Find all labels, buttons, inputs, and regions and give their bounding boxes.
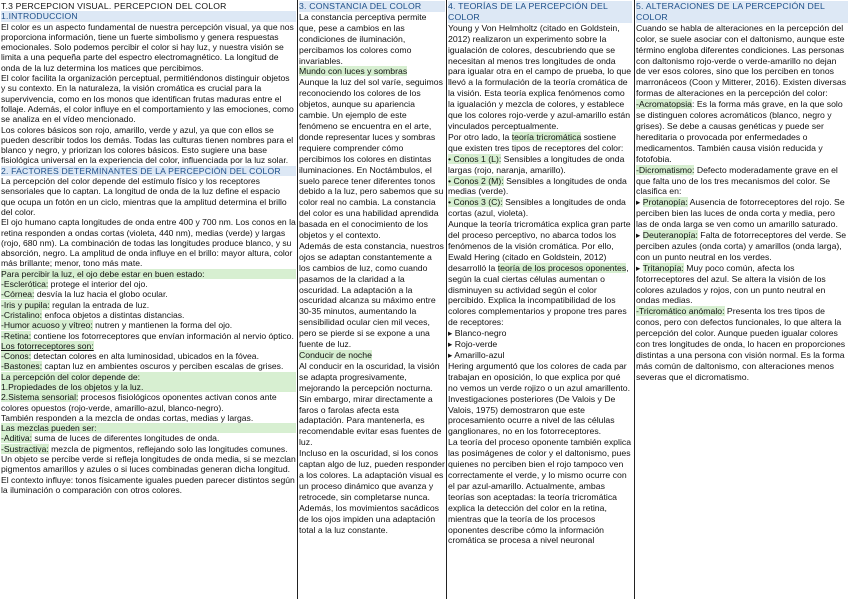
list-item: 1.Propiedades de los objetos y la luz.: [1, 382, 296, 392]
paragraph: La percepción del color depende del estímulo físico y los receptores sensoriales que lo captan. La longitud de onda de la luz define el espacio que ocupa un fotón en un ciclo, mientras que la amplitud determina el brillo del color.: [1, 176, 287, 217]
subheading: Los fotorreceptores son:: [1, 340, 94, 351]
receptor-pair: ▸ Blanco-negro: [448, 328, 507, 339]
paragraph: Aunque la teoría tricromática explica gran parte del proceso perceptivo, no abarca todos los fenómenos de la visión cromática. Por ello, Ewald Hering (citado en Goldstein, 2012) desarrolló la teoría de los procesos oponentes, según la cual ciertas células aumentan o disminuyen su actividad según el color percibido. Explica la incompatibilidad de los colores complementarios y propone tres pares de receptores:: [448, 219, 631, 328]
mix-type: -Aditiva: suma de luces de diferentes longitudes de onda.: [1, 433, 220, 444]
paragraph: El ojo humano capta longitudes de onda entre 400 y 700 nm. Los conos en la retina responden a ondas cortas (violeta, 440 nm), medias (verde) y largas (rojo, 680 nm). La combinación de todas las longitudes produce blanco, y su absorción, negro. La amplitud de onda influye en el brillo: mayor altura, color más brillante; menor, tono más mate.: [1, 217, 296, 269]
mix-type: -Sustractiva: mezcla de pigmentos, reflejando solo las longitudes comunes.: [1, 443, 288, 454]
column-alteraciones: [636, 0, 848, 599]
receptor-pair: ▸ Rojo-verde: [448, 339, 498, 350]
paragraph: Incluso en la oscuridad, si los conos captan algo de luz, pueden responder a los colores. La adaptación visual es un proceso dinámico que avanza y retrocede, sin completarse nunca. Además, los movimientos sacádicos de los ojos impiden una adaptación total a la luz constante.: [299, 448, 445, 535]
paragraph: Cuando se habla de alteraciones en la percepción del color, se suele asociar con el daltonismo, aunque este término engloba diferentes condiciones. Las personas con daltonismo rojo-verde o verde-amarillo no dejan de ver esos colores, sino que los perciben en tonos marronáceos (Coon y Mitterer, 2016). Existen diversas formas de alteraciones en la percepción del color:: [636, 22, 847, 99]
paragraph: Por otro lado, la teoría tricromática sostiene que existen tres tipos de receptores del color:: [448, 131, 624, 153]
photoreceptor: -Bastones: captan luz en ambientes oscuros y perciben escalas de grises.: [1, 361, 284, 372]
subtype: ▸ Deuteranopía: Falta de fotorreceptores del verde. Se perciben azules (onda corta) y amarillos (onda larga), con un punto neutral en los verdes.: [636, 230, 847, 262]
list-item: 2.Sistema sensorial: procesos fisiológicos oponentes activan conos ante colores opuestos (rojo-verde, amarillo-azul, blanco-negro).: [1, 392, 277, 413]
section-heading-constancia: 3. CONSTANCIA DEL COLOR: [299, 1, 445, 12]
section-heading-alteraciones: 5. ALTERACIONES DE LA PERCEPCIÓN DEL COLOR: [636, 1, 848, 23]
subheading: Conducir de noche: [299, 350, 372, 360]
column-divider: [634, 0, 635, 599]
condition: -Dicromatismo: Defecto moderadamente grave en el que falta uno de los tres mecanismos del color. Se clasifica en:: [636, 164, 838, 197]
eye-part: -Cristalino: enfoca objetos a distintas distancias.: [1, 309, 185, 320]
subtype: ▸ Protanopía: Ausencia de fotorreceptores del rojo. Se perciben bien las luces de onda corta y media, pero las de onda larga se ven como un amarillo saturado.: [636, 197, 845, 230]
paragraph: La teoría del proceso oponente también explica las posimágenes de color y el daltonismo, pues quienes no perciben bien el rojo tampoco ven correctamente el verde, y lo mismo ocurre con el par azul-amarillo. Actualmente, ambas teorías son aceptadas: la teoría tricromática explica la detección del color en la retina, mientras que la teoría de los procesos oponentes describe cómo la información cromática se procesa a nivel neuronal: [448, 437, 632, 546]
paragraph: Hering argumentó que los colores de cada par trabajan en oposición, lo que explica por qué no vemos un verde rojizo o un azul amarillento. Investigaciones posteriores (De Valois y De Valois, 1975) demostraron que este procesamiento ocurre a nivel de las células ganglionares, no en los fotorreceptores.: [448, 360, 631, 437]
section-heading-factores: 2. FACTORES DETERMINANTES DE LA PERCEPCIÓN DEL COLOR: [1, 166, 296, 176]
paragraph: Young y Von Helmholtz (citado en Goldstein, 2012) realizaron un experimento sobre la igualación de colores, descubriendo que se necesitan al menos tres longitudes de onda para igualar otra en el campo de prueba, lo que llevó a la formulación de la teoría cromática de la visión. Esta teoría explica fenómenos como la igualación y mezcla de colores, y establece que los colores rojo-verde y azul-amarillo están vinculados perceptualmente.: [448, 22, 632, 131]
column-introduccion: [1, 0, 296, 599]
column-divider: [297, 0, 298, 599]
condition: -Tricromático anómalo: Presenta los tres tipos de conos, pero con defectos funcionales, lo que altera la percepción del color. Aunque pueden igualar colores con tres longitudes de onda, lo hacen en proporciones distintas a una persona con visión normal. Es la forma más común de daltonismo, con alteraciones menos severas que el dicromatismo.: [636, 306, 846, 382]
section-heading-teorias: 4. TEORÍAS DE LA PERCEPCIÓN DEL COLOR: [448, 1, 632, 23]
eye-part: -Córnea: desvía la luz hacia el globo ocular.: [1, 289, 168, 300]
cone-type: • Conos 1 (L): Sensibles a longitudes de onda largas (rojo, naranja, amarillo).: [448, 153, 625, 175]
subheading: La percepción del color depende de:: [1, 372, 296, 382]
column-divider: [446, 0, 447, 599]
subheading: Las mezclas pueden ser:: [1, 423, 296, 433]
paragraph: Un objeto se percibe verde si refleja longitudes de onda media, si se mezclan pigmentos amarillos y azules o si luces combinadas generan dicha longitud. El contexto influye: tonos físicamente iguales pueden parecer distintos según la iluminación o comparación con otros colores.: [1, 454, 296, 495]
paragraph: Al conducir en la oscuridad, la visión se adapta progresivamente, mejorando la percepción nocturna. Sin embargo, mirar directamente a faros o farolas afecta esta adaptación. Para mantenerla, es recomendable evitar esas fuentes de luz.: [299, 360, 442, 448]
cone-type: • Conos 3 (C): Sensibles a longitudes de onda cortas (azul, violeta).: [448, 197, 626, 219]
eye-part: -Humor acuoso y vítreo: nutren y mantienen la forma del ojo.: [1, 320, 233, 331]
paragraph: El color facilita la organización perceptual, permitiéndonos distinguir objetos y su contexto. En la naturaleza, la visión cromática es crucial para la supervivencia, como en los monos que identifican frutas maduras entre el follaje. Además, el color influye en el comportamiento y las emociones, como se analiza en el vídeo mencionado.: [1, 73, 294, 125]
paragraph: Aunque la luz del sol varíe, seguimos reconociendo los colores de los objetos, aunque su apariencia cambie. Un ejemplo de este fenómeno se encuentra en el arte, donde representar luces y sombras requiere comprender cómo percibimos los colores en distintas iluminaciones. En Noctámbulos, el suelo parece tener diferentes tonos debido a la luz, pero sabemos que su color real no cambia. La constancia del color es una habilidad aprendida basada en el conocimiento de los objetos y el contexto.: [299, 77, 444, 241]
condition: -Acromatopsia: Es la forma más grave, en la que solo se distinguen colores acromáticos (blanco, negro y grises). Se debe a causas genéticas y puede ser hereditaria o provocada por enfermedades o medicamentos. También causa visión reducida y fotofobia.: [636, 99, 843, 164]
photoreceptor: -Conos: detectan colores en alta luminosidad, ubicados en la fóvea.: [1, 351, 259, 362]
paragraph: El color es un aspecto fundamental de nuestra percepción visual, ya que nos proporciona información, tiene un fuerte simbolismo y genera respuestas emocionales. Solo podemos percibir el color si hay luz, y nuestra visión se limita a una pequeña parte del espectro electromagnético. La longitud de onda de la luz determina los matices que percibimos.: [1, 21, 294, 73]
eye-part: -Retina: contiene los fotorreceptores que envían información al nervio óptico.: [1, 330, 294, 341]
page-title: T.3 PERCEPCION VISUAL. PERCEPCION DEL COLOR: [1, 1, 227, 11]
eye-part: -Esclerótica: protege el interior del ojo.: [1, 279, 148, 290]
subtype: ▸ Tritanopía: Muy poco común, afecta los fotorreceptores del azul. Se altera la visión de los colores azulados y rojos, con un punto neutral en ondas medias.: [636, 262, 826, 306]
subheading: Para percibir la luz, el ojo debe estar en buen estado:: [1, 269, 296, 279]
column-teorias: [448, 0, 632, 599]
paragraph: La constancia perceptiva permite que, pese a cambios en las condiciones de iluminación, percibamos los colores como invariables.: [299, 11, 427, 66]
cone-type: • Conos 2 (M): Sensibles a longitudes de onda medias (verde).: [448, 175, 627, 197]
section-heading-introduccion: 1.INTRODUCCION: [1, 11, 296, 21]
eye-part: -Iris y pupila: regulan la entrada de luz.: [1, 299, 150, 310]
receptor-pair: ▸ Amarillo-azul: [448, 350, 505, 360]
column-constancia: [299, 0, 445, 599]
paragraph: Los colores básicos son rojo, amarillo, verde y azul, ya que con ellos se pueden describir todos los demás. Todas las culturas tienen nombres para el blanco y negro, y priorizan los colores básicos. Esto sugiere una base fisiológica universal en la experiencia del color, influenciada por la luz solar.: [1, 124, 294, 166]
paragraph: Además de esta constancia, nuestros ojos se adaptan constantemente a los cambios de luz, como cuando pasamos de la claridad a la oscuridad. La adaptación a la oscuridad alcanza su máximo entre 30-35 minutos, aumentando la sensibilidad ocular cien mil veces, pero se pierde si se expone a una fuente de luz.: [299, 240, 444, 350]
subheading: Mundo con luces y sombras: [299, 66, 408, 77]
paragraph: También responden a la mezcla de ondas cortas, medias y largas.: [1, 412, 254, 423]
